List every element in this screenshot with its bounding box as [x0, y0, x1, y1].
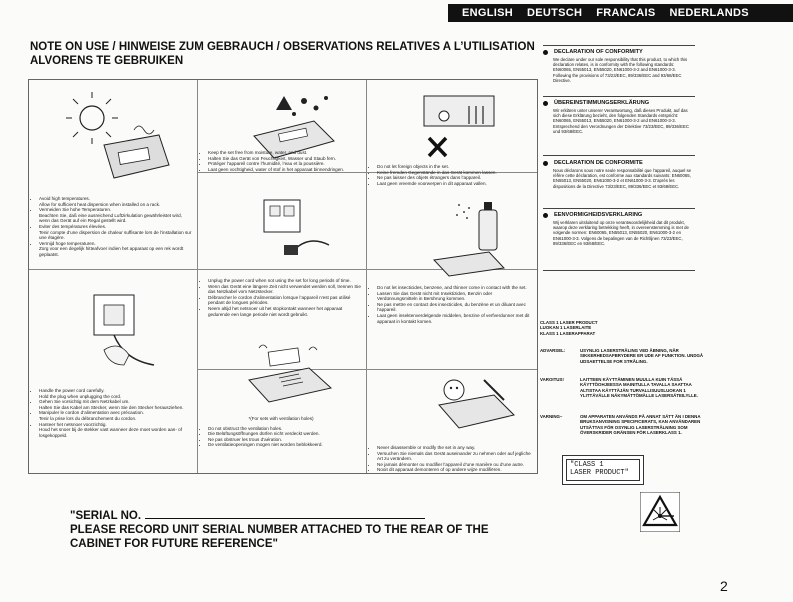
divider	[543, 45, 695, 46]
heat-illustration	[64, 90, 174, 190]
bullet-icon	[543, 50, 548, 55]
vent-note: *(For sets with ventilation holes)	[248, 416, 314, 421]
declaration-fr: DECLARATION DE CONFORMITE Nous déclarons sous notre seule responsabilité que l’appareil, auquel se réfère cette déclaration, est conforme aux standards suivants: EN60065, EN55013, EN55020, EN61000-3-2 et EN61000-3-3. D’après les dispositions de la Directive 73/23/EEC, 89/336/EEC et 93/68/EEC.	[543, 160, 693, 189]
class1-label: "CLASS 1 LASER PRODUCT"	[562, 455, 644, 485]
page-number: 2	[720, 578, 728, 594]
bullet-icon	[543, 101, 548, 106]
notes-grid	[28, 79, 538, 474]
insecticide-text: • Do not let insecticides, benzene, and thinner come in contact with the set. • Lassen Sie das Gerät nicht mit Insektiziden, Benzin oder Verdünnungsmitteln in Berührung kommen. • Ne pas mettre en contact des insecticides, du benzène et un diluant avec l’appareil. • Laat geen insektenverdelgende middelen, benzine of verfverdunner met dit apparaat in kontakt komen.	[370, 285, 532, 324]
declaration-en: DECLARATION OF CONFORMITY We declare under our sole responsibility that this product, to which this declaration relates, is in conformity with the following standards: EN60065, EN55013, EN55020, EN61000-3-2 and EN61000-3-3. Following the provisions of 73/23/EEC, 89/336/EEC and 93/68/EEC Directive.	[543, 49, 693, 83]
page-title: NOTE ON USE / HINWEISE ZUM GEBRAUCH / OBSERVATIONS RELATIVES A L’UTILISATION ALVORENS TE GEBRUIKEN	[30, 41, 535, 67]
disassemble-text: • Never disassemble or modify the set in any way. • Versuchen Sie niemals das Gerät auseinander zu nehmen oder auf jegliche Art zu verändern. • Ne jamais démonter ou modifier l’appareil d’une manière ou d’une autre. • Nooit dit apparaat demonteren of op andere wijze modifiëren.	[370, 445, 532, 473]
divider	[543, 208, 695, 209]
declaration-de: ÜBEREINSTIMMUNGSERKLÄRUNG Wir erklären unter unserer Verantwortung, daß dieses Produkt, auf das sich diese Erklärung bezieht, den folgenden Standards entspricht: EN60065, EN55013, EN55020, EN61000-3-2 und EN61000-3-3. Entsprechend den Verordnungen der Direktive 73/23/EEC, 89/336/EEC und 93/68/EEC.	[543, 100, 693, 134]
divider	[543, 96, 695, 97]
foreign-text: • Do not let foreign objects in the set. • Keine fremden Gegenstände in das Gerät kommen lassen. • Ne pas laisser des objets étrangers dans l’appareil. • Laat geen vreemde voorwerpen in dit apparaat vallen.	[370, 164, 532, 186]
divider	[543, 155, 695, 156]
lang-deutsch: DEUTSCH	[527, 7, 583, 19]
laser-warning-icon	[640, 492, 680, 532]
moisture-text: • Keep the set free from moisture, water, and dust. • Halten Sie das Gerät von Feuchtigkeit, Wasser und Staub fern. • Protéger l’appareil contre l’humidité, l’eau et la poussière. • Laat geen vochtigheid, water of stof in het apparaat binnendringen.	[201, 150, 361, 172]
foreign-objects-illustration	[414, 86, 514, 166]
ventilation-illustration	[239, 340, 339, 412]
heat-text: • Avoid high temperatures. Allow for sufficient heat dispersion when installed on a rack. • Vermeiden Sie hohe Temperaturen. Beachten Sie, daß eine ausreichend Luftzirkulation gewährleistet wird, wenn das Gerät auf ein Regal gestellt wird. • Eviter des températures élevées. Tenir compte d’une dispersion de chaleur suffisante lors de l’installation sur une étagère. • Vermijd hoge temperaturen. Zorg voor een degelijk hitteafvoer indien het apparaat op een rek wordt geplaatst.	[32, 196, 192, 258]
declaration-nl: EENVORMIGHEIDSVERKLARING Wij verklaren uitsluitend op onze verantwoordelijkheid dat dit produkt, waarop deze verklaring betrekking heeft, in overeenstemming is met de volgende normen: EN60065, EN55013, EN55020, EN61000-3-2 en EN61000-3-3. Volgens de bepalingen van de Richtlijnen 73/23/EEC, 89/336/EEC en 93/68/EEC.	[543, 212, 693, 246]
power-cord-illustration	[84, 290, 164, 370]
serial-number-note: "SERIAL NO. PLEASE RECORD UNIT SERIAL NUMBER ATTACHED TO THE REAR OF THE CABINET FOR FUTURE REFERENCE"	[70, 510, 489, 550]
laser-class-lines: CLASS 1 LASER PRODUCT LUOKAN 1 LASERLAITE KLASS 1 LASERAPPARAT	[540, 320, 598, 336]
serial-number-line	[145, 508, 425, 519]
bullet-icon	[543, 161, 548, 166]
lang-english: ENGLISH	[462, 7, 513, 19]
language-bar	[448, 4, 793, 22]
insecticide-illustration	[429, 190, 519, 280]
cord-text: • Handle the power cord carefully. Hold the plug when unplugging the cord. • Gehen Sie vorsichtig mit dem Netzkabel um. Halten Sie das Kabel am Stecker, wenn Sie den Stecker herausziehen. • Manipuler le cordon d’alimentation avec précaution. Tenir la prise lors du débranchement du cordon. • Hanteer het netsnoer voorzichtig. Houd het snoer bij de stekker vast wanneer deze moet worden aan- of losgekoppeld.	[32, 388, 192, 438]
lang-nederlands: NEDERLANDS	[669, 7, 749, 19]
lang-francais: FRANCAIS	[596, 7, 656, 19]
divider	[543, 270, 695, 271]
bullet-icon	[543, 213, 548, 218]
vent-text: *(For sets with ventilation holes) • Do not obstruct the ventilation holes. • Die Belüftungsöffnungen dürfen nicht verdeckt werden. • Ne pas obstruer les trous d’aération. • De ventilatieopeningen mogen niet worden beblokkeerd.	[201, 416, 361, 448]
unplug-text: • Unplug the power cord when not using the set for long periods of time. • Wenn das Gerät eine längere Zeit nicht verwendet werden soll, trennen Sie das Netzkabel vom Netzstecker. • Débrancher le cordon d’alimentation lorsque l’appareil n’est pas utilisé pendant de longues périodes. • Neem altijd het netsnoer uit het stopkontakt wanneer het apparaat gedurende een lange periode niet wordt gebruikt.	[201, 278, 361, 317]
unplug-illustration	[254, 190, 344, 280]
disassemble-illustration	[424, 370, 524, 440]
